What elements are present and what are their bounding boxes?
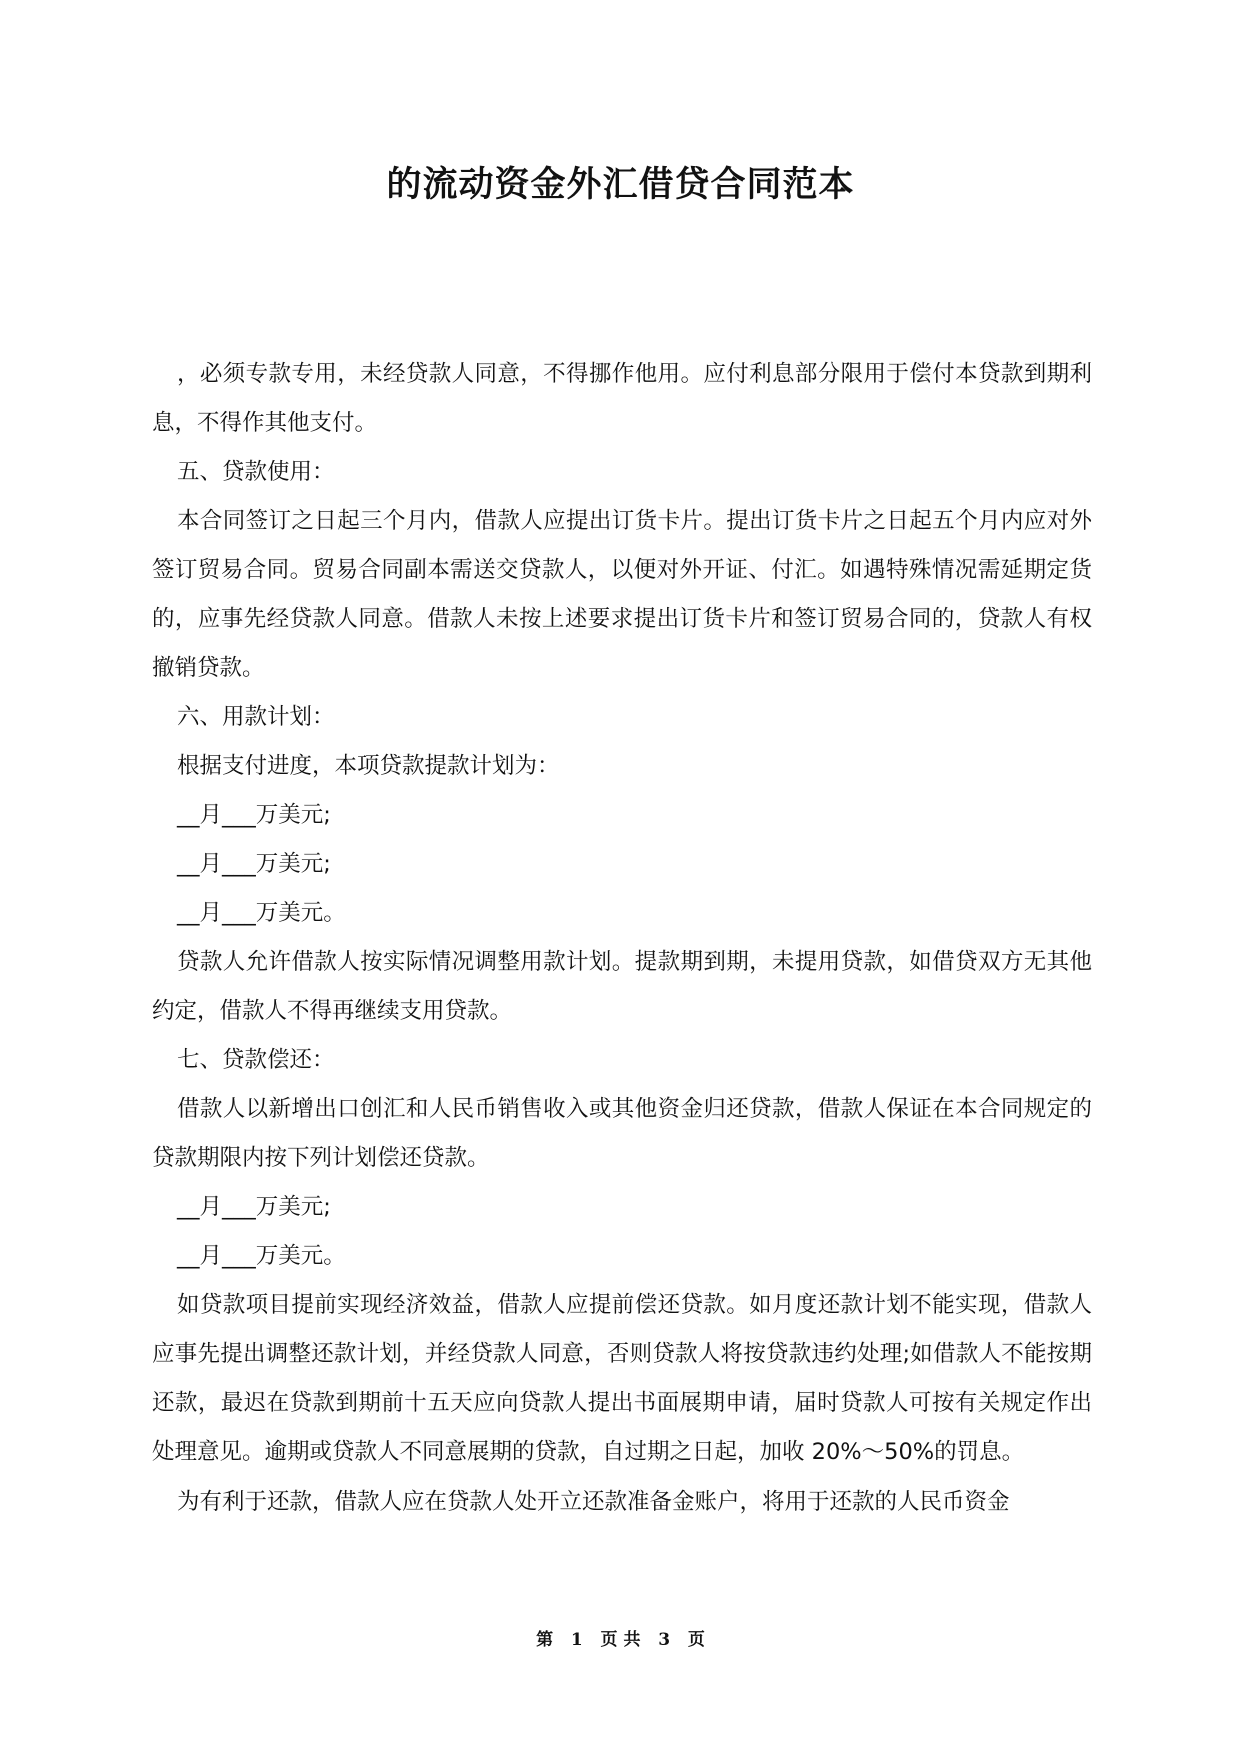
section-heading: 七、贷款偿还： [177, 1047, 335, 1073]
page-label-middle: 页 共 [600, 1630, 641, 1650]
document-title: 的流动资金外汇借贷合同范本 [386, 165, 855, 205]
page-label-prefix: 第 [536, 1630, 554, 1650]
paragraph: 根据支付进度，本项贷款提款计划为： [177, 753, 560, 779]
schedule-line: __月___万美元。 [177, 1243, 346, 1269]
page-footer [0, 1628, 1241, 1652]
paragraph: 借款人以新增出口创汇和人民币销售收入或其他资金归还贷款，借款人保证在本合同规定的贷款期限内按下列计划偿还贷款。 [152, 1096, 1092, 1171]
paragraph: ，必须专款专用，未经贷款人同意，不得挪作他用。应付利息部分限用于偿付本贷款到期利息，不得作其他支付。 [152, 361, 1092, 436]
page-total: 3 [658, 1630, 671, 1650]
schedule-line: __月___万美元; [177, 1194, 331, 1220]
section-heading: 五、贷款使用： [177, 459, 335, 485]
paragraph: 贷款人允许借款人按实际情况调整用款计划。提款期到期，未提用贷款，如借贷双方无其他约定，借款人不得再继续支用贷款。 [152, 949, 1092, 1024]
page-current: 1 [570, 1630, 583, 1650]
paragraph: 如贷款项目提前实现经济效益，借款人应提前偿还贷款。如月度还款计划不能实现，借款人应事先提出调整还款计划，并经贷款人同意，否则贷款人将按贷款违约处理;如借款人不能按期还款，最迟在贷款到期前十五天应向贷款人提出书面展期申请，届时贷款人可按有关规定作出处理意见。逾期或贷款人不同意展期的贷款，自过期之日起，加收 20%～50%的罚息。 [152, 1292, 1092, 1465]
schedule-line: __月___万美元; [177, 802, 331, 828]
document-body [152, 350, 1092, 1527]
schedule-line: __月___万美元; [177, 851, 331, 877]
page-label-suffix: 页 [687, 1630, 705, 1650]
schedule-line: __月___万美元。 [177, 900, 346, 926]
paragraph: 本合同签订之日起三个月内，借款人应提出订货卡片。提出订货卡片之日起五个月内应对外签订贸易合同。贸易合同副本需送交贷款人，以便对外开证、付汇。如遇特殊情况需延期定货的，应事先经贷款人同意。借款人未按上述要求提出订货卡片和签订贸易合同的，贷款人有权撤销贷款。 [152, 508, 1092, 681]
section-heading: 六、用款计划： [177, 704, 335, 730]
paragraph: 为有利于还款，借款人应在贷款人处开立还款准备金账户，将用于还款的人民币资金 [177, 1489, 1010, 1515]
